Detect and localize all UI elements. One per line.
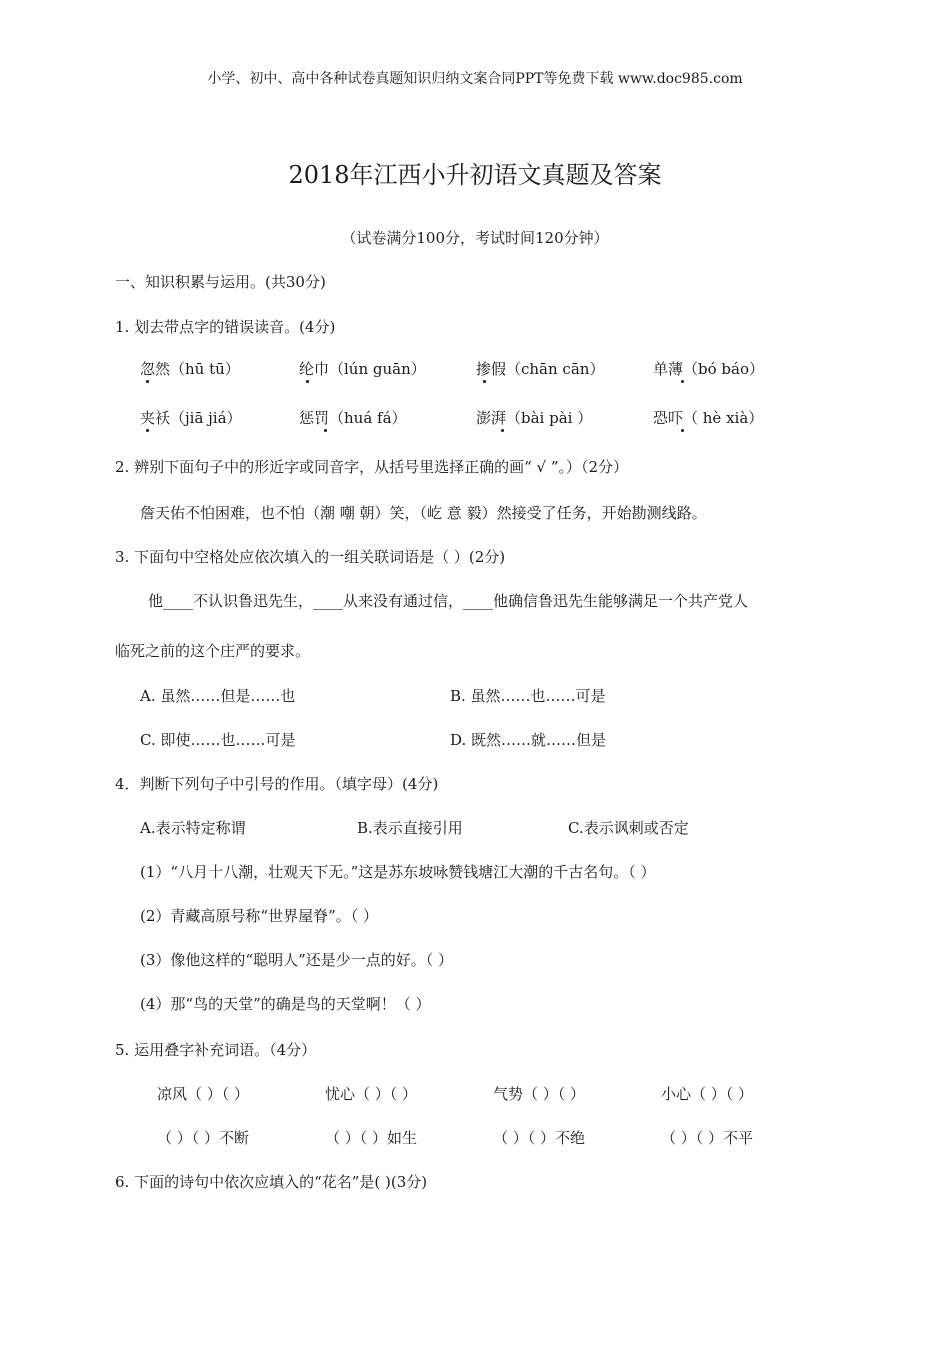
question-2-stem: 2. 辨别下面句子中的形近字或同音字，从括号里选择正确的画“ √ ”。）（2分） [115,458,629,476]
document-title: 2018年江西小升初语文真题及答案 [288,161,662,189]
word-blank: 凉风（ ）（ ） [157,1085,250,1103]
question-4-item: (2）青藏高原号称“世界屋脊”。（ ） [140,907,379,925]
pinyin-item: 忽然（hū tū） [140,360,240,378]
pinyin-item: 单薄（bó báo） [653,360,764,378]
question-4-item: (4）那“鸟的天堂”的确是鸟的天堂啊！（ ） [140,995,431,1013]
question-2-sentence: 詹天佑不怕困难，也不怕（潮 嘲 朝）笑，（屹 意 毅）然接受了任务，开始勘测线路。 [140,504,707,522]
word-blank: （ ）（ ）如生 [325,1129,418,1147]
emphasis-dot [681,429,684,432]
choice-c: C.表示讽刺或否定 [568,819,689,837]
emphasis-dot [146,429,149,432]
pinyin-item: 恐吓（ hè xià） [653,409,764,427]
emphasis-dot [306,380,309,383]
option-d: D. 既然……就……但是 [450,731,607,749]
emphasis-dot [483,380,486,383]
question-3-stem: 3. 下面句中空格处应依次填入的一组关联词语是（ ）(2分) [115,548,506,566]
question-4-item: (1）“八月十八潮，壮观天下无。”这是苏东坡咏赞钱塘江大潮的千古名句。（ ） [140,863,656,881]
question-4-stem: 4．判断下列句子中引号的作用。（填字母）(4分) [115,775,439,793]
word-blank: （ ）（ ）不断 [157,1129,250,1147]
pinyin-item: 掺假（chān cān） [476,360,605,378]
pinyin-item: 惩罚（huá fá） [299,409,407,427]
emphasis-dot [501,429,504,432]
question-5-stem: 5. 运用叠字补充词语。（4分） [115,1041,317,1059]
option-a: A. 虽然……但是……也 [140,687,296,705]
question-3-sentence: 他____不认识鲁迅先生，____从来没有通过信，____他确信鲁迅先生能够满足一个共产党人 [148,592,749,610]
word-blank: （ ）（ ）不平 [661,1129,754,1147]
option-b: B. 虽然……也……可是 [450,687,606,705]
word-blank: 小心（ ）（ ） [661,1085,754,1103]
pinyin-item: 澎湃（bài pài ） [476,409,593,427]
word-blank: （ ）（ ）不绝 [493,1129,586,1147]
emphasis-dot [324,429,327,432]
exam-info: （试卷满分100分，考试时间120分钟） [341,229,609,247]
choice-b: B.表示直接引用 [357,819,463,837]
question-4-item: (3）像他这样的“聪明人”还是少一点的好。（ ） [140,951,454,969]
word-blank: 气势（ ）（ ） [493,1085,586,1103]
page-header: 小学、初中、高中各种试卷真题知识归纳文案合同PPT等免费下载 www.doc985.com [207,71,743,87]
pinyin-item: 夹袄（jiā jiá） [140,409,242,427]
emphasis-dot [146,380,149,383]
word-blank: 忧心（ ）（ ） [325,1085,418,1103]
option-c: C. 即使……也……可是 [140,731,296,749]
question-3-sentence-cont: 临死之前的这个庄严的要求。 [115,642,311,660]
choice-a: A.表示特定称谓 [140,819,246,837]
question-1-stem: 1. 划去带点字的错误读音。(4分) [115,318,336,336]
question-6-stem: 6. 下面的诗句中依次应填入的“花名”是( )(3分) [115,1173,428,1191]
emphasis-dot [681,380,684,383]
section-heading: 一、知识积累与运用。(共30分) [115,273,326,291]
pinyin-item: 纶巾（lún guān） [299,360,426,378]
